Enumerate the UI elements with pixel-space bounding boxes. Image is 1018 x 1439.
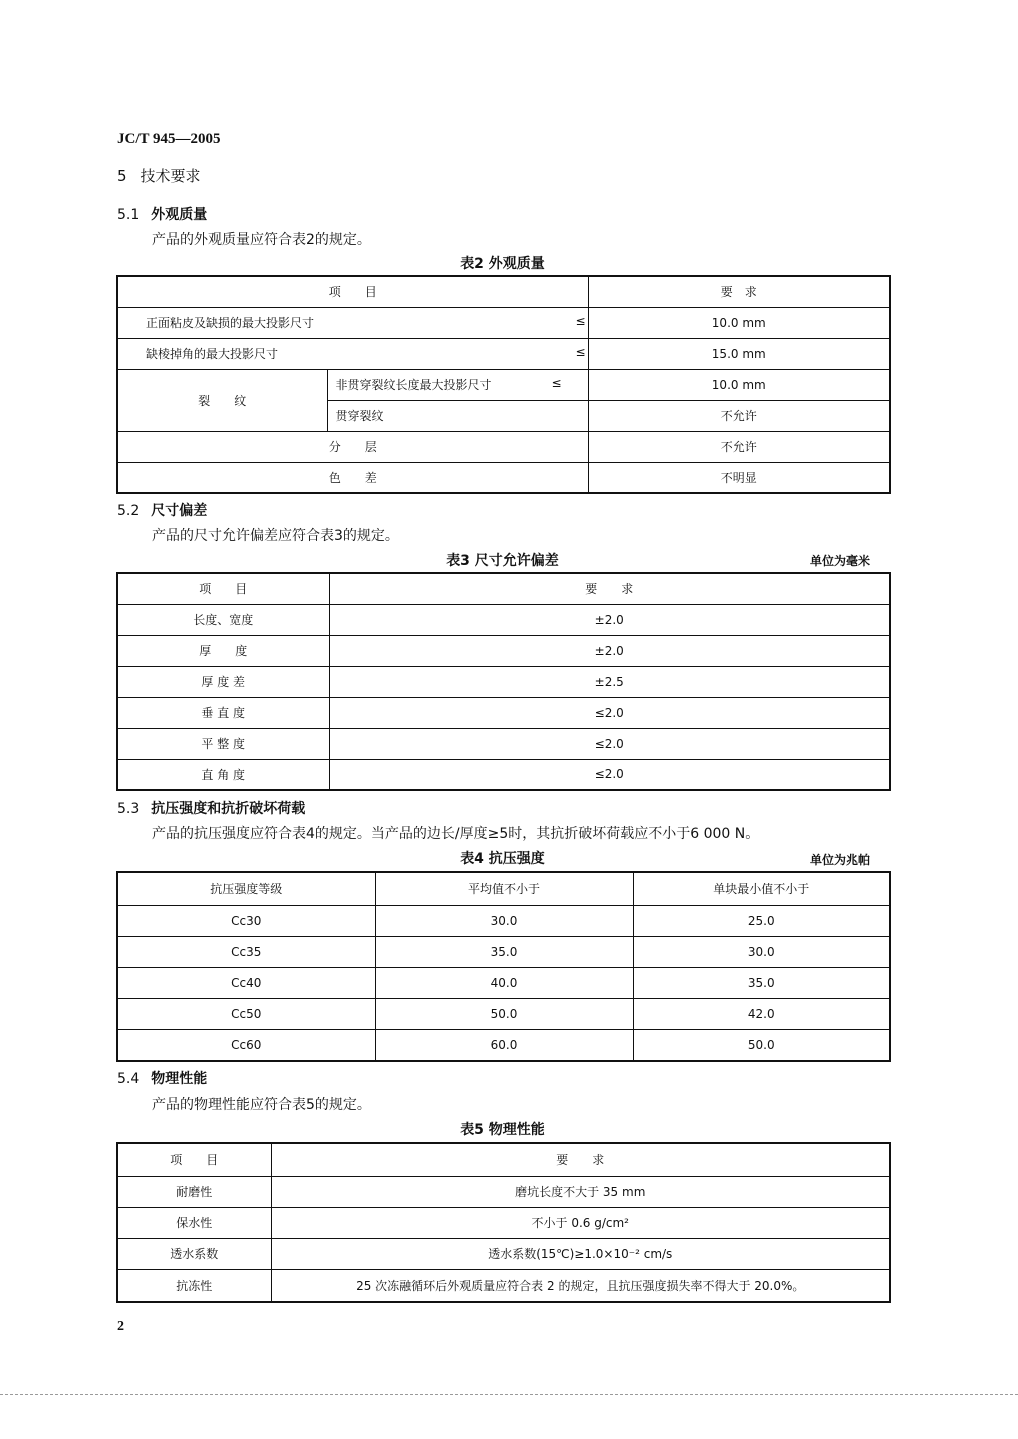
minimum-cell: 25.0 [633, 905, 890, 936]
row-value: 不小于 0.6 g/cm² [271, 1207, 890, 1238]
table-header-item: 项 目 [117, 573, 329, 604]
section-5-heading [117, 165, 201, 186]
table-row [117, 999, 890, 1030]
table-header-grade: 抗压强度等级 [117, 872, 375, 905]
table-3-caption: 表3 尺寸允许偏差 [446, 553, 559, 569]
minimum-cell: 35.0 [633, 967, 890, 998]
row-value: 透水系数(15℃)≥1.0×10⁻² cm/s [271, 1238, 890, 1269]
table-row [117, 338, 588, 369]
section-5-4-heading [117, 1068, 207, 1088]
row-label: 保水性 [117, 1207, 271, 1238]
section-title: 外观质量 [151, 207, 208, 223]
section-5-3-text: 产品的抗压强度应符合表4的规定。当产品的边长/厚度≥5时，其抗折破坏荷载应不小于6 000 N。 [152, 826, 760, 842]
table-header-requirement: 要 求 [329, 573, 890, 604]
section-5-2-heading [117, 500, 207, 520]
table-row [117, 1207, 890, 1238]
table-3-dimension-tolerance [116, 572, 891, 791]
table-header-minimum: 单块最小值不小于 [633, 872, 890, 905]
section-title: 尺寸偏差 [151, 503, 208, 519]
section-title: 技术要求 [140, 167, 201, 185]
section-number: 5.1 [117, 207, 140, 223]
table-header-requirement: 要 求 [271, 1143, 890, 1176]
row-label: 长度、宽度 [117, 604, 329, 635]
row-value: 不允许 [588, 431, 890, 462]
row-label: 正面粘皮及缺损的最大投影尺寸 [146, 316, 315, 330]
average-cell: 60.0 [375, 1030, 633, 1061]
section-number: 5 [117, 167, 127, 185]
standard-code: JC/T 945—2005 [117, 131, 221, 147]
section-number: 5.4 [117, 1071, 140, 1087]
operator: ≤ [575, 345, 586, 359]
row-value: ±2.0 [329, 604, 890, 635]
average-cell: 35.0 [375, 936, 633, 967]
table-header-average: 平均值不小于 [375, 872, 633, 905]
grade-cell: Cc50 [117, 999, 375, 1030]
row-label: 贯穿裂纹 [327, 400, 588, 431]
row-value: ±2.0 [329, 635, 890, 666]
row-value: ±2.5 [329, 666, 890, 697]
table-4-caption: 表4 抗压强度 [460, 851, 545, 867]
table-row [117, 1176, 890, 1207]
section-number: 5.2 [117, 503, 140, 519]
row-value: 25 次冻融循环后外观质量应符合表 2 的规定，且抗压强度损失率不得大于 20.0%。 [271, 1269, 890, 1302]
average-cell: 30.0 [375, 905, 633, 936]
average-cell: 40.0 [375, 967, 633, 998]
table-header-item: 项 目 [117, 276, 588, 307]
table-2-appearance-quality [116, 275, 891, 494]
section-5-3-heading [117, 798, 305, 818]
row-value: ≤2.0 [329, 697, 890, 728]
section-title: 物理性能 [151, 1071, 208, 1087]
row-value: 不允许 [588, 400, 890, 431]
table-5-caption: 表5 物理性能 [460, 1122, 545, 1138]
row-label: 分 层 [117, 431, 588, 462]
row-label: 抗冻性 [117, 1269, 271, 1302]
row-label: 缺棱掉角的最大投影尺寸 [146, 347, 279, 361]
minimum-cell: 50.0 [633, 1030, 890, 1061]
table-row [117, 1238, 890, 1269]
table-row [117, 967, 890, 998]
table-5-physical-properties [116, 1142, 891, 1303]
table-header-item: 项 目 [117, 1143, 271, 1176]
section-number: 5.3 [117, 801, 140, 817]
table-row [117, 905, 890, 936]
table-header-requirement: 要 求 [588, 276, 890, 307]
section-5-4-text: 产品的物理性能应符合表5的规定。 [152, 1097, 371, 1113]
row-label: 垂 直 度 [117, 697, 329, 728]
table-4-compressive-strength [116, 871, 891, 1062]
row-value: ≤2.0 [329, 728, 890, 759]
operator: ≤ [551, 376, 562, 390]
grade-cell: Cc30 [117, 905, 375, 936]
minimum-cell: 30.0 [633, 936, 890, 967]
row-label: 直 角 度 [117, 759, 329, 790]
page-number: 2 [117, 1319, 124, 1334]
table-row [117, 635, 890, 666]
row-label: 平 整 度 [117, 728, 329, 759]
table-row [117, 697, 890, 728]
minimum-cell: 42.0 [633, 999, 890, 1030]
row-value: 10.0 mm [588, 307, 890, 338]
table-2-caption: 表2 外观质量 [460, 256, 545, 272]
grade-cell: Cc40 [117, 967, 375, 998]
row-label: 耐磨性 [117, 1176, 271, 1207]
scan-artifact-line [0, 1394, 1018, 1395]
grade-cell: Cc35 [117, 936, 375, 967]
table-row [327, 369, 588, 400]
row-label: 厚 度 [117, 635, 329, 666]
row-label: 色 差 [117, 462, 588, 493]
grade-cell: Cc60 [117, 1030, 375, 1061]
section-5-1-text: 产品的外观质量应符合表2的规定。 [152, 232, 371, 248]
row-label: 厚 度 差 [117, 666, 329, 697]
crack-label: 裂 纹 [117, 369, 327, 431]
table-row [117, 666, 890, 697]
average-cell: 50.0 [375, 999, 633, 1030]
row-label: 非贯穿裂纹长度最大投影尺寸 [335, 378, 492, 392]
section-5-2-text: 产品的尺寸允许偏差应符合表3的规定。 [152, 528, 399, 544]
table-row [117, 1030, 890, 1061]
table-row [117, 1269, 890, 1302]
row-value: 15.0 mm [588, 338, 890, 369]
table-3-unit: 单位为毫米 [809, 554, 870, 568]
table-row [117, 604, 890, 635]
table-4-unit: 单位为兆帕 [809, 853, 870, 867]
row-value: 不明显 [588, 462, 890, 493]
operator: ≤ [575, 314, 586, 328]
table-row [117, 936, 890, 967]
row-value: ≤2.0 [329, 759, 890, 790]
row-value: 磨坑长度不大于 35 mm [271, 1176, 890, 1207]
table-row [117, 728, 890, 759]
section-title: 抗压强度和抗折破坏荷载 [151, 801, 306, 817]
table-row [117, 307, 588, 338]
row-value: 10.0 mm [588, 369, 890, 400]
section-5-1-heading [117, 204, 207, 224]
row-label: 透水系数 [117, 1238, 271, 1269]
table-row [117, 759, 890, 790]
